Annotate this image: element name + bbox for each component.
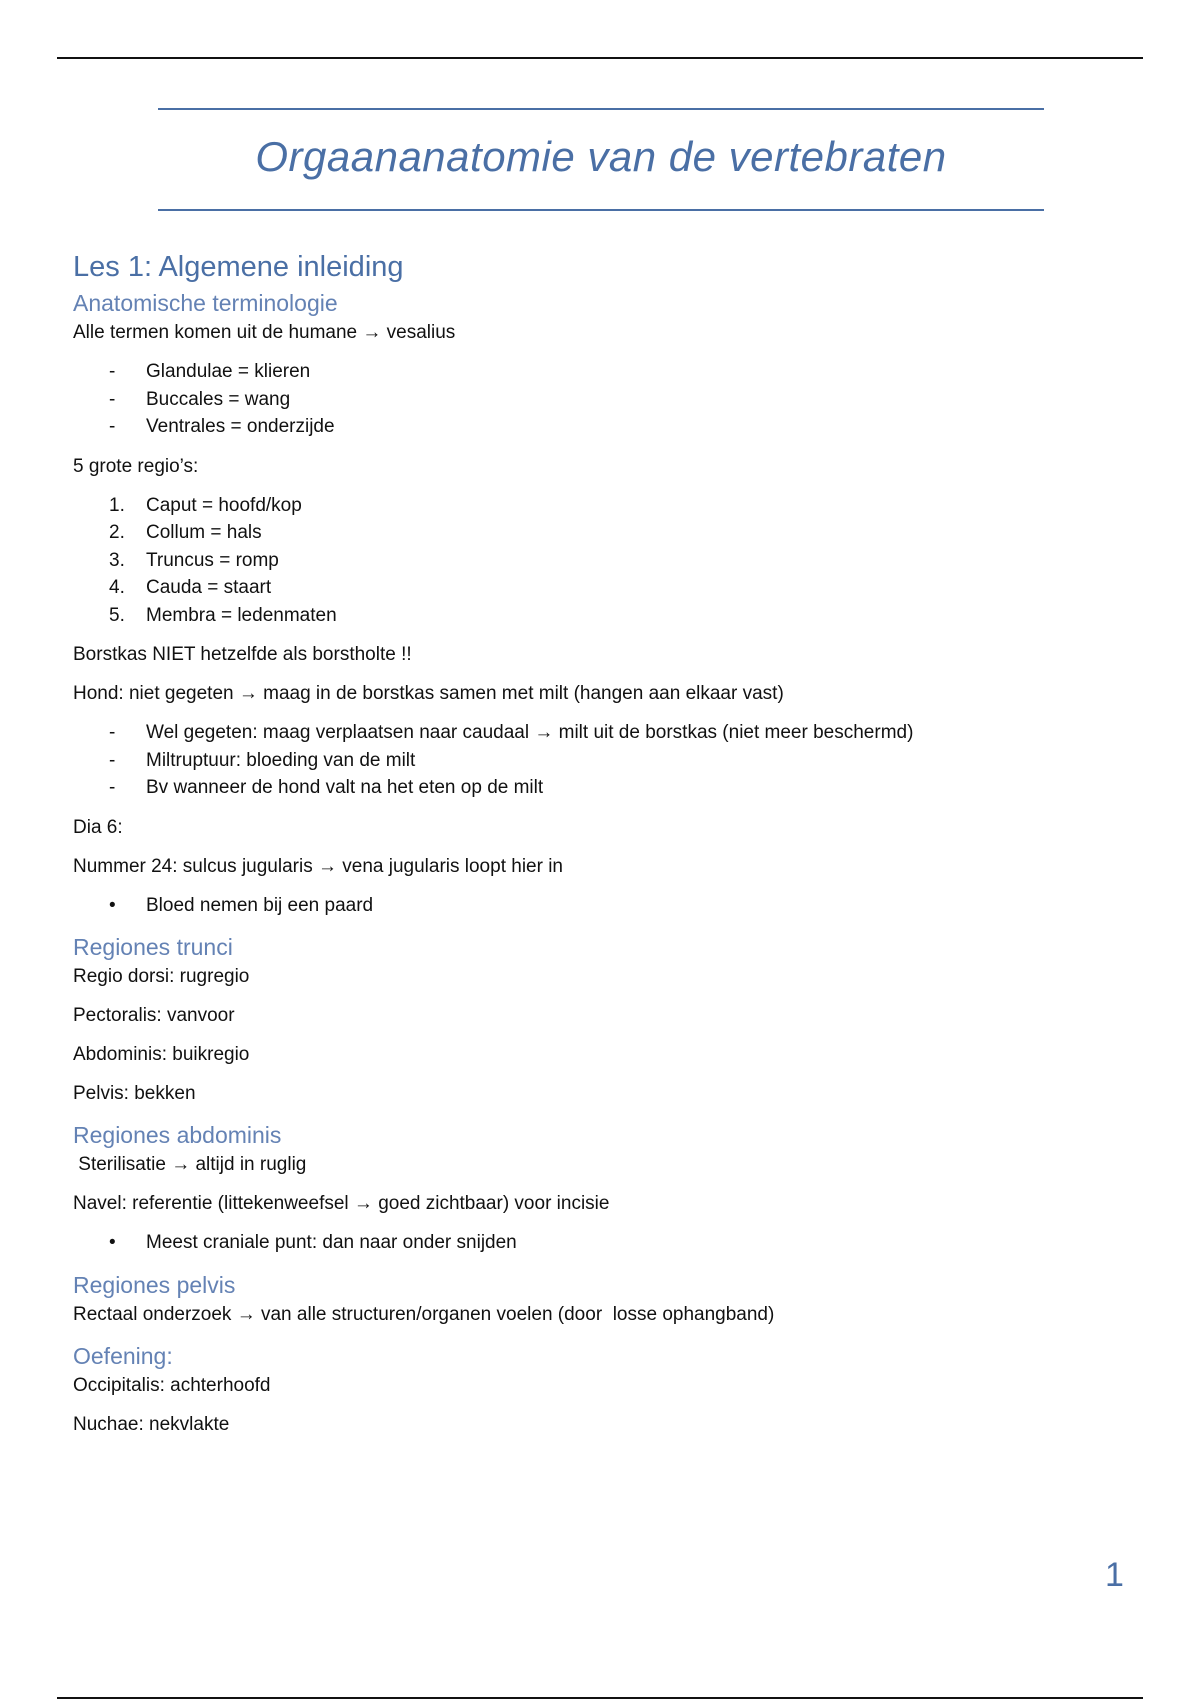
- list-item: 2. Collum = hals: [109, 522, 262, 543]
- paragraph: 5 grote regio’s:: [73, 455, 199, 477]
- dash-list: [73, 719, 1133, 802]
- list-item: 1. Caput = hoofd/kop: [109, 494, 302, 516]
- paragraph: Alle termen komen uit de humane → vesalius: [73, 322, 456, 343]
- paragraph: Rectaal onderzoek → van alle structuren/organen voelen (door losse ophangband): [73, 1303, 775, 1325]
- dash-list: [73, 358, 1133, 441]
- paragraph: Borstkas NIET hetzelfde als borstholte !!: [73, 644, 412, 665]
- paragraph: Navel: referentie (littekenweefsel → goed zichtbaar) voor incisie: [73, 1193, 610, 1214]
- list-item: - Buccales = wang: [109, 388, 291, 410]
- list-item: • Bloed nemen bij een paard: [109, 894, 374, 916]
- list-item: 4. Cauda = staart: [109, 577, 272, 598]
- list-item: • Meest craniale punt: dan naar onder snijden: [109, 1232, 517, 1253]
- lesson-heading: Les 1: Algemene inleiding: [73, 251, 404, 283]
- list-item: - Ventrales = onderzijde: [109, 416, 335, 437]
- list-item: 5. Membra = ledenmaten: [109, 604, 337, 626]
- paragraph: Sterilisatie → altijd in ruglig: [73, 1154, 307, 1175]
- page-number: 1: [1105, 1556, 1124, 1594]
- bullet-list: [73, 892, 1133, 920]
- paragraph: Dia 6:: [73, 816, 123, 838]
- header-rule: [57, 57, 1143, 59]
- paragraph: Hond: niet gegeten → maag in de borstkas samen met milt (hangen aan elkaar vast): [73, 683, 784, 704]
- paragraph: Regio dorsi: rugregio: [73, 966, 250, 987]
- title-rule-bottom: [158, 209, 1044, 211]
- section-heading-pelvis: Regiones pelvis: [73, 1271, 236, 1298]
- paragraph: Pectoralis: vanvoor: [73, 1005, 235, 1026]
- paragraph: Nuchae: nekvlakte: [73, 1413, 230, 1435]
- footer-rule: [57, 1697, 1143, 1699]
- document-body: [73, 247, 1133, 1438]
- list-item: 3. Truncus = romp: [109, 549, 279, 571]
- paragraph: Pelvis: bekken: [73, 1083, 196, 1104]
- list-item: - Glandulae = klieren: [109, 361, 311, 382]
- paragraph: Abdominis: buikregio: [73, 1044, 250, 1065]
- list-item: - Wel gegeten: maag verplaatsen naar caudaal → milt uit de borstkas (niet meer beschermd): [109, 722, 914, 743]
- paragraph: Occipitalis: achterhoofd: [73, 1374, 271, 1396]
- section-heading-terminologie: Anatomische terminologie: [73, 290, 338, 316]
- list-item: - Miltruptuur: bloeding van de milt: [109, 749, 416, 771]
- section-heading-abdominis: Regiones abdominis: [73, 1122, 282, 1148]
- document-title: Orgaananatomie van de vertebraten: [255, 133, 947, 180]
- section-heading-trunci: Regiones trunci: [73, 934, 233, 960]
- title-rule-top: [158, 108, 1044, 110]
- bullet-list: [73, 1229, 1133, 1257]
- list-item: - Bv wanneer de hond valt na het eten op de milt: [109, 777, 544, 798]
- numbered-list: [73, 492, 1133, 630]
- section-heading-oefening: Oefening:: [73, 1342, 173, 1369]
- paragraph: Nummer 24: sulcus jugularis → vena jugularis loopt hier in: [73, 855, 564, 877]
